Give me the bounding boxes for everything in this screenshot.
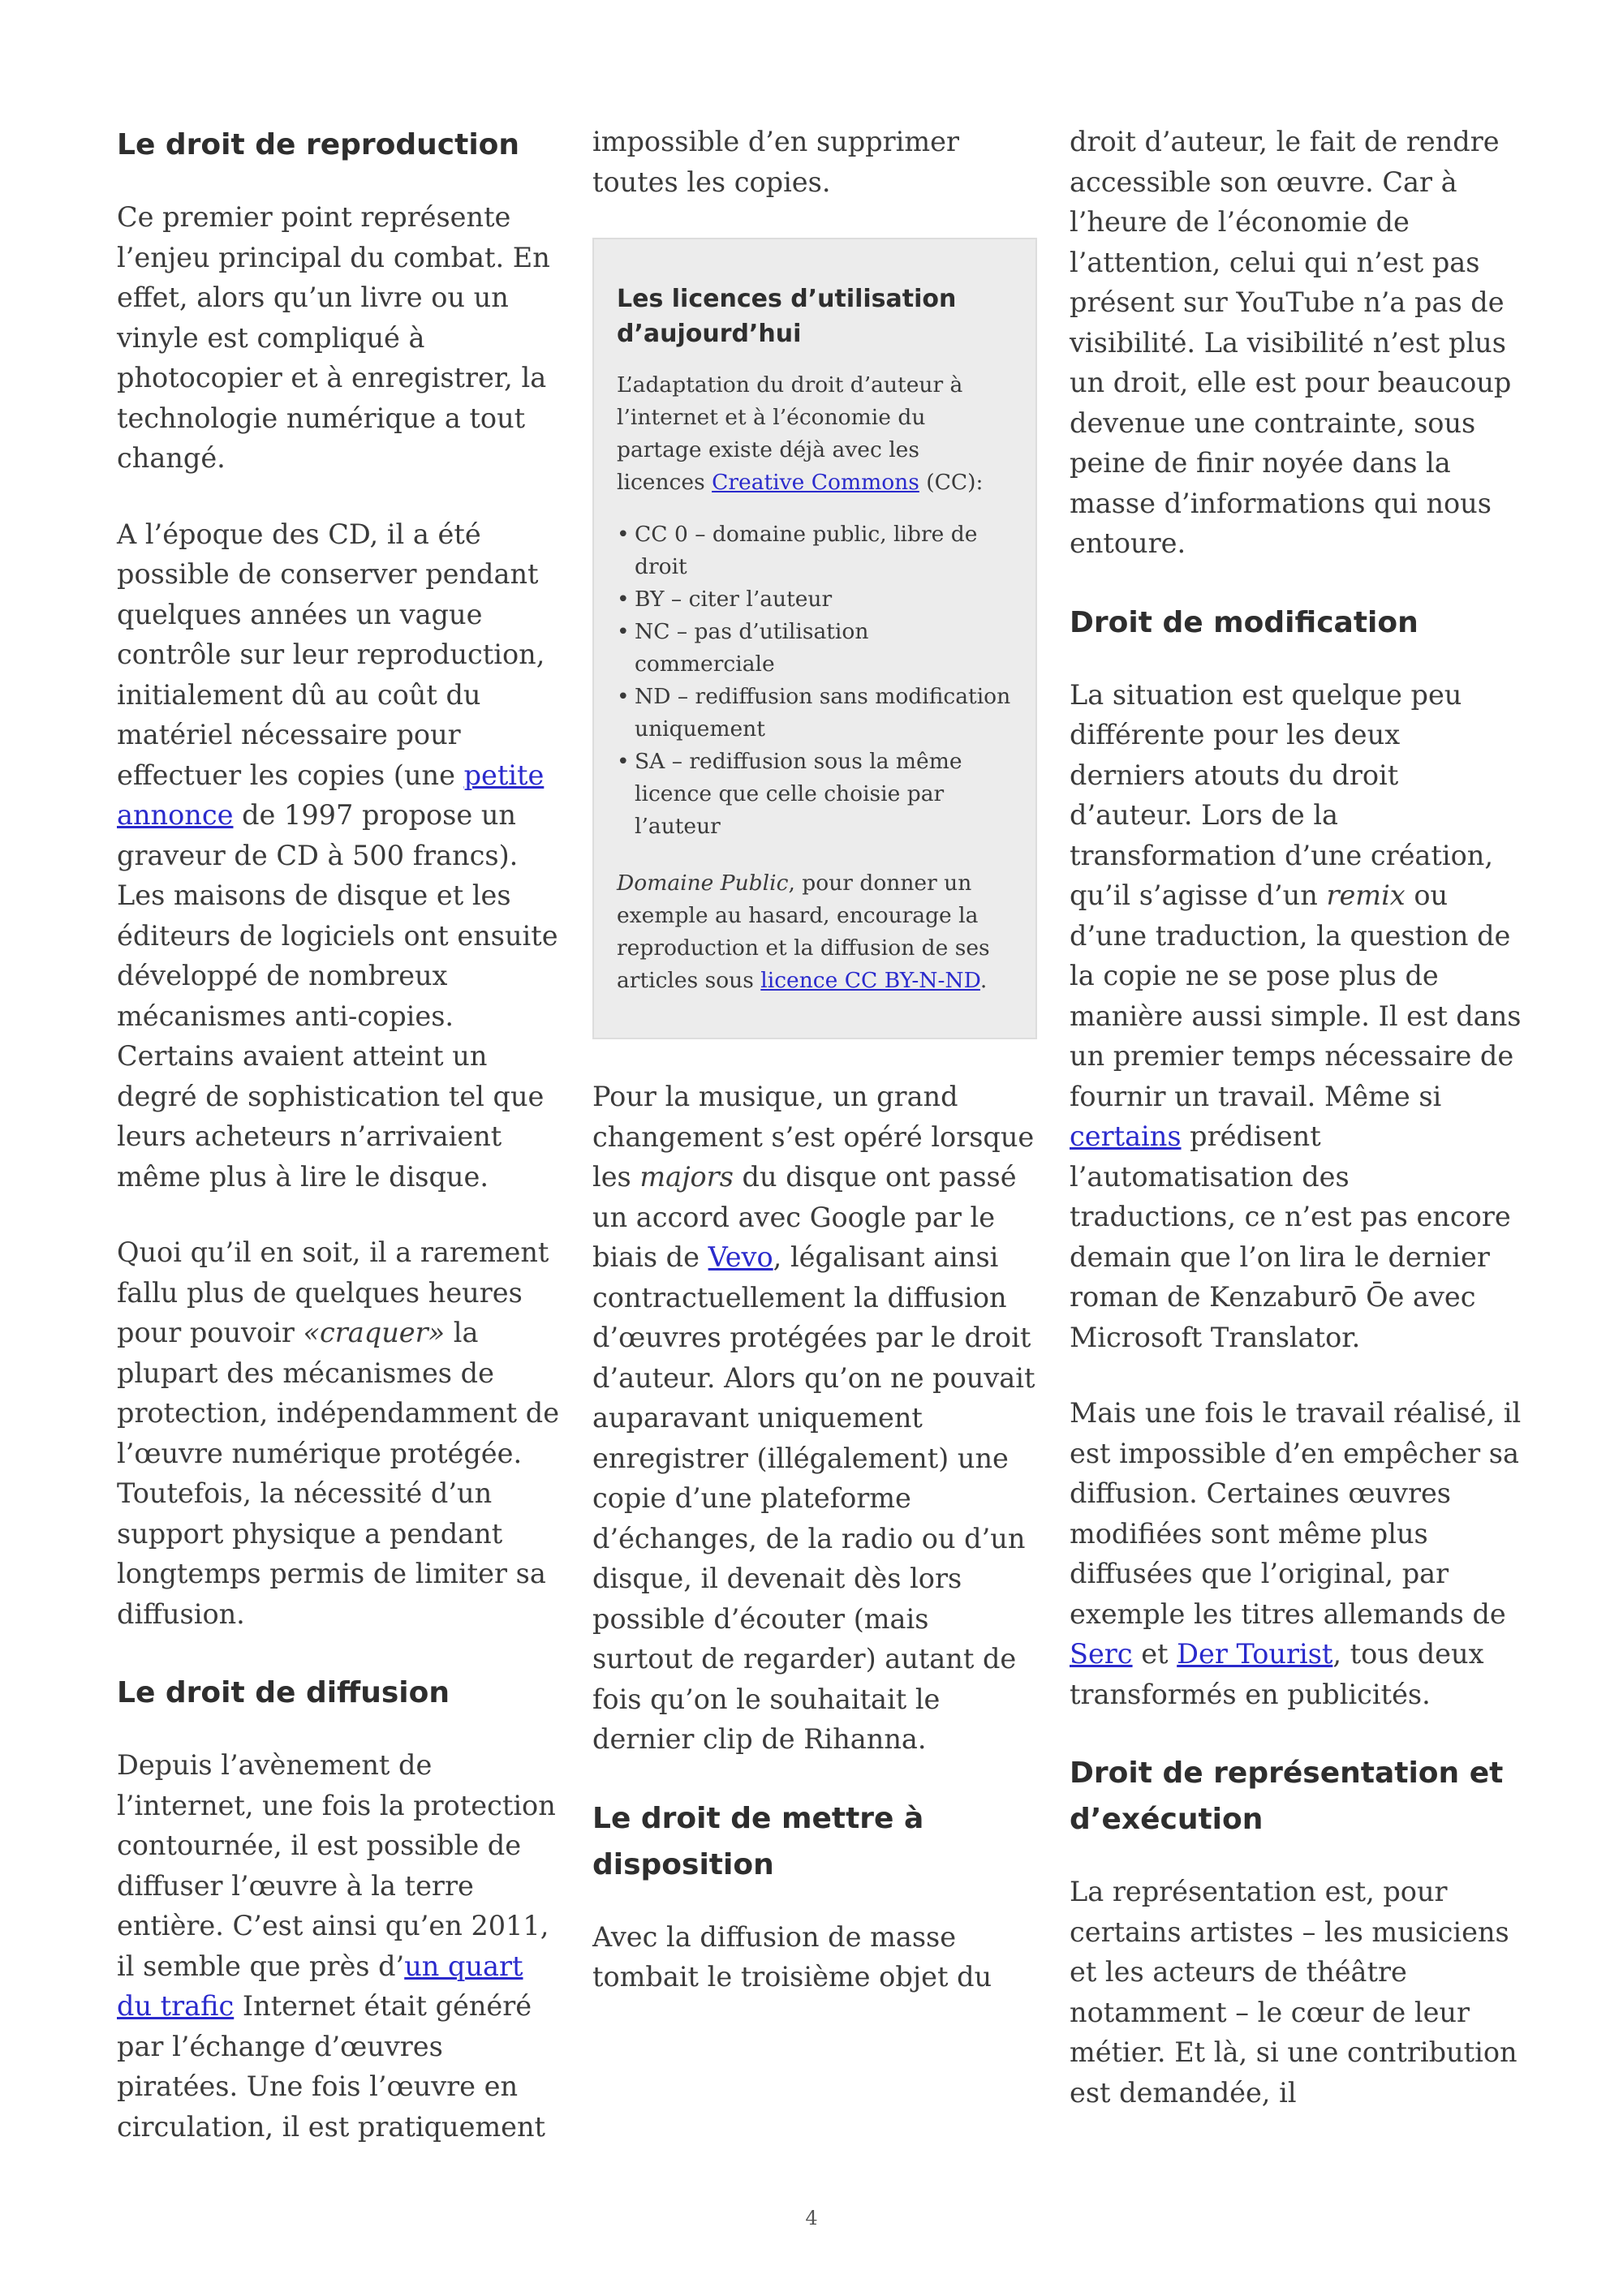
list-item: • BY – citer l’auteur	[617, 583, 1013, 616]
paragraph-diffusion-masse: Avec la diffusion de masse tombait le troisième objet du	[592, 1920, 992, 1993]
licences-sidebar-box	[592, 238, 1037, 1039]
paragraph-craquer: Quoi qu’il en soit, il a rarement fallu plus de quelques heures pour pouvoir «craquer» la plupart des mécanismes de protection, indépendamment de l’œuvre numérique protégée. Toutefois, la nécessité d’un support physique a pendant longtemps permis de limiter sa diffusion.	[117, 1236, 560, 1630]
heading-droit-modification: Droit de modification	[1070, 605, 1419, 639]
link-creative-commons[interactable]: Creative Commons	[712, 470, 919, 495]
paragraph-enjeu: Ce premier point représente l’enjeu principal du combat. En effet, alors qu’un livre ou un vinyle est compliqué à photocopier et à enregistrer, la technologie numérique a tout changé.	[117, 201, 550, 474]
heading-droit-representation: Droit de représentation et d’exécution	[1070, 1756, 1504, 1836]
link-serc[interactable]: Serc	[1070, 1638, 1133, 1670]
box-outro: Domaine Public, pour donner un exemple au hasard, encourage la reproduction et la diffusion de ses articles sous licence CC BY-N-ND.	[617, 871, 990, 993]
box-title: Les licences d’utilisation d’aujourd’hui	[617, 285, 957, 348]
list-item: • SA – rediffusion sous la même licence que celle choisie par l’auteur	[617, 746, 1013, 843]
paragraph-representation: La représentation est, pour certains artistes – les musiciens et les acteurs de théâtre notamment – le cœur de leur métier. Et là, si une contribution est demandée, il	[1070, 1876, 1518, 2109]
paragraph-avenement-internet: Depuis l’avènement de l’internet, une fois la protection contournée, il est possible de diffuser l’œuvre à la terre entière. C’est ainsi qu’en 2011, il semble que près d’un quart du trafic Internet était généré par l’échange d’œuvres piratées. Une fois l’œuvre en circulation, il est pratiquement	[117, 1749, 556, 2143]
link-der-tourist[interactable]: Der Tourist	[1177, 1638, 1333, 1670]
link-certains[interactable]: certains	[1070, 1120, 1182, 1152]
column-1	[117, 122, 562, 2182]
link-licence-cc-by-n-nd[interactable]: licence CC BY-N-ND	[760, 968, 980, 993]
heading-droit-mettre-disposition: Le droit de mettre à disposition	[592, 1801, 924, 1881]
paragraph-epoque-cd: A l’époque des CD, il a été possible de conserver pendant quelques années un vague contrôle sur leur reproduction, initialement dû au coût du matériel nécessaire pour effectuer les copies (une petite annonce de 1997 propose un graveur de CD à 500 francs). Les maisons de disque et les éditeurs de logiciels ont ensuite développé de nombreux mécanismes anti-copies. Certains avaient atteint un degré de sophistication tel que leurs acheteurs n’arrivaient même plus à lire le disque.	[117, 518, 558, 1193]
paragraph-travail-realise: Mais une fois le travail réalisé, il est impossible d’en empêcher sa diffusion. Certaines œuvres modifiées sont même plus diffusées que l’original, par exemple les titres allemands de Serc et Der Tourist, tous deux transformés en publicités.	[1070, 1397, 1522, 1710]
link-petite-annonce[interactable]: petite annonce	[117, 759, 545, 831]
paragraph-musique: Pour la musique, un grand changement s’est opéré lorsque les majors du disque ont passé un accord avec Google par le biais de Vevo, légalisant ainsi contractuellement la diffusion d’œuvres protégées par le droit d’auteur. Alors qu’on ne pouvait auparavant uniquement enregistrer (illégalement) une copie d’une plateforme d’échanges, de la radio ou d’un disque, il devenait dès lors possible d’écouter (mais surtout de regarder) autant de fois qu’on le souhaitait le dernier clip de Rihanna.	[592, 1081, 1035, 1755]
box-intro: L’adaptation du droit d’auteur à l’internet et à l’économie du partage existe déjà avec les licences Creative Commons (CC):	[617, 372, 984, 495]
page-number: 4	[805, 2207, 818, 2229]
list-item: • NC – pas d’utilisation commerciale	[617, 616, 1013, 681]
licence-list	[617, 518, 1013, 843]
heading-droit-reproduction: Le droit de reproduction	[117, 128, 520, 161]
paragraph-copies-continuation: impossible d’en supprimer toutes les copies.	[592, 126, 959, 198]
list-item: • ND – rediffusion sans modification uniquement	[617, 681, 1013, 746]
column-3	[1070, 122, 1524, 2148]
link-un-quart-du-trafic[interactable]: un quart du trafic	[117, 1950, 523, 2022]
paragraph-accessible-continuation: droit d’auteur, le fait de rendre accessible son œuvre. Car à l’heure de l’économie de l’attention, celui qui n’est pas présent sur YouTube n’a pas de visibilité. La visibilité n’est plus un droit, elle est pour beaucoup devenue une contrainte, sous peine de finir noyée dans la masse d’informations qui nous entoure.	[1070, 126, 1512, 559]
column-2	[592, 122, 1037, 2033]
paragraph-situation: La situation est quelque peu différente pour les deux derniers atouts du droit d’auteur. Lors de la transformation d’une création, qu’il s’agisse d’un remix ou d’une traduction, la question de la copie ne se pose plus de manière aussi simple. Il est dans un premier temps nécessaire de fournir un travail. Même si certains prédisent l’automatisation des traductions, ce n’est pas encore demain que l’on lira le dernier roman de Kenzaburō Ōe avec Microsoft Translator.	[1070, 678, 1522, 1353]
link-vevo[interactable]: Vevo	[708, 1241, 773, 1273]
list-item: • CC 0 – domaine public, libre de droit	[617, 518, 1013, 583]
heading-droit-diffusion: Le droit de diffusion	[117, 1676, 450, 1709]
